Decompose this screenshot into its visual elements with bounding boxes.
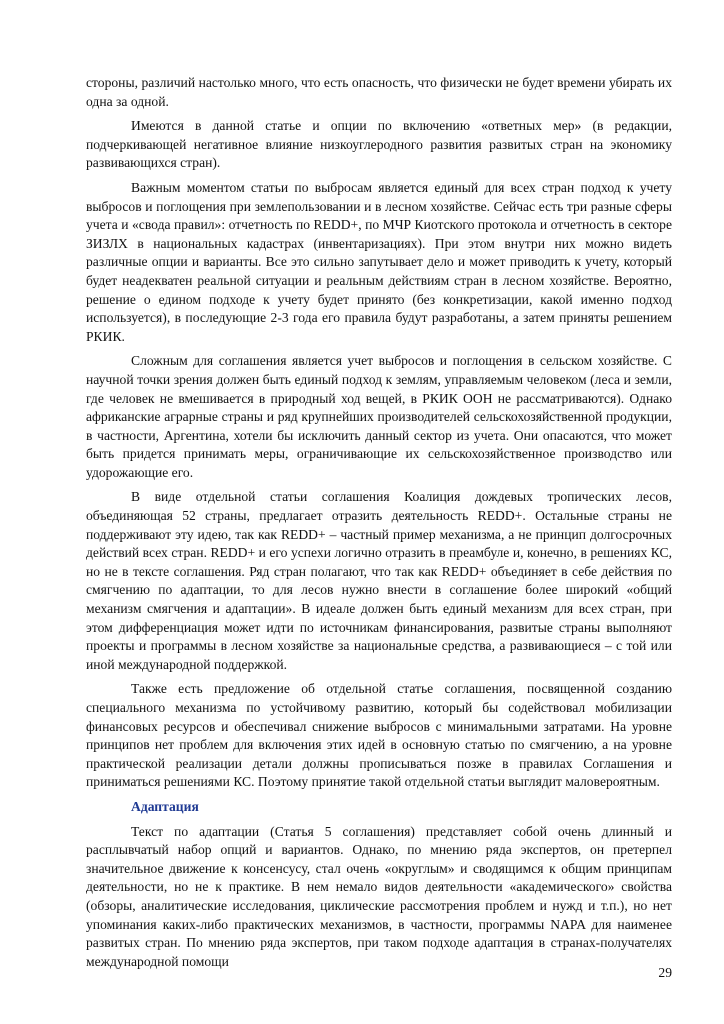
paragraph-agriculture: Сложным для соглашения является учет выбросов и поглощения в сельском хозяйстве. С научной точки зрения должен быть единый подход к землям, управляемым человеком (леса и земли, где человек не вмешивается в природный ход вещей, в РКИК ООН не рассматриваются). Однако африканские аграрные страны и ряд крупнейших производителей сельскохозяйственной продукции, в частности, Аргентина, хотели бы исключить данный сектор из учета. Они опасаются, что может быть придется принимать меры, ограничивающие их сельскохозяйственное производство или удорожающие его. bbox=[86, 353, 672, 480]
paragraph-sustainable-mechanism: Также есть предложение об отдельной статье соглашения, посвященной созданию специального механизма по устойчивому развитию, который бы содействовал мобилизации финансовых ресурсов и обеспечивал снижение выбросов с минимальными затратами. На уровне принципов нет проблем для включения этих идей в основную статью по смягчению, а на уровне практической реализации детали должны прописываться позже в правилах Соглашения и приниматься решениями КС. Поэтому принятие такой отдельной статьи выглядит маловероятным. bbox=[86, 681, 672, 790]
section-heading-adaptation: Адаптация bbox=[131, 798, 199, 814]
paragraph-redd: В виде отдельной статьи соглашения Коалиция дождевых тропических лесов, объединяющая 52 страны, предлагает отразить деятельность REDD+. Остальные страны не поддерживают эту идею, так как REDD+ – частный пример механизма, а не принцип долгосрочных действий всех стран. REDD+ и его успехи логично отразить в преамбуле и, конечно, в решениях КС, но не в тексте соглашения. Ряд стран полагают, что так как REDD+ объединяет в себе действия по смягчению по адаптации, то для лесов нужно внести в соглашение более широкий «общий механизм смягчения и адаптации». В идеале должен быть единый механизм для всех стран, при этом дифференциация может идти по источникам финансирования, развитые страны выполняют проекты и программы в лесном хозяйстве за национальные средства, а развивающиеся – с той или иной международной поддержкой. bbox=[86, 489, 672, 672]
page-number: 29 bbox=[658, 965, 672, 980]
paragraph-accounting-approach: Важным моментом статьи по выбросам является единый для всех стран подход к учету выбросов и поглощения при землепользовании и в лесном хозяйстве. Сейчас есть три разные сферы учета и «свода правил»: отчетность по REDD+, по МЧР Киотского протокола и отчетность в секторе ЗИЗЛХ в национальных кадастрах (инвентаризациях). При этом внутри них можно видеть различные опции и варианты. Все это сильно запутывает дело и может приводить к учету, который будет неадекватен реальной ситуации и реальным действиям стран в лесном хозяйстве. Вероятно, решение о едином подходе к учету будет принято (без конкретизации, какой именно подход используется), в последующие 2-3 года его правила будут разработаны, а затем приняты решением РКИК. bbox=[86, 179, 672, 344]
paragraph-adaptation: Текст по адаптации (Статья 5 соглашения) представляет собой очень длинный и расплывчатый набор опций и вариантов. Однако, по мнению ряда экспертов, он претерпел значительное движение к консенсусу, стал очень «округлым» и сводящимся к общим принципам деятельности, но не к практике. В нем немало видов деятельности «академического» свойства (обзоры, аналитические исследования, циклические рассмотрения проблем и нужд и т.п.), но нет упоминания каких-либо практических механизмов, в частности, программы NAPA для наименее развитых стран. По мнению ряда экспертов, при таком подходе адаптация в странах-получателях международной помощи bbox=[86, 823, 672, 969]
document-body bbox=[86, 74, 672, 977]
paragraph-response-measures: Имеются в данной статье и опции по включению «ответных мер» (в редакции, подчеркивающей негативное влияние низкоуглеродного развития развитых стран на экономику развивающихся стран). bbox=[86, 118, 672, 171]
paragraph-continuation: стороны, различий настолько много, что есть опасность, что физически не будет времени убирать их одна за одной. bbox=[86, 75, 672, 109]
